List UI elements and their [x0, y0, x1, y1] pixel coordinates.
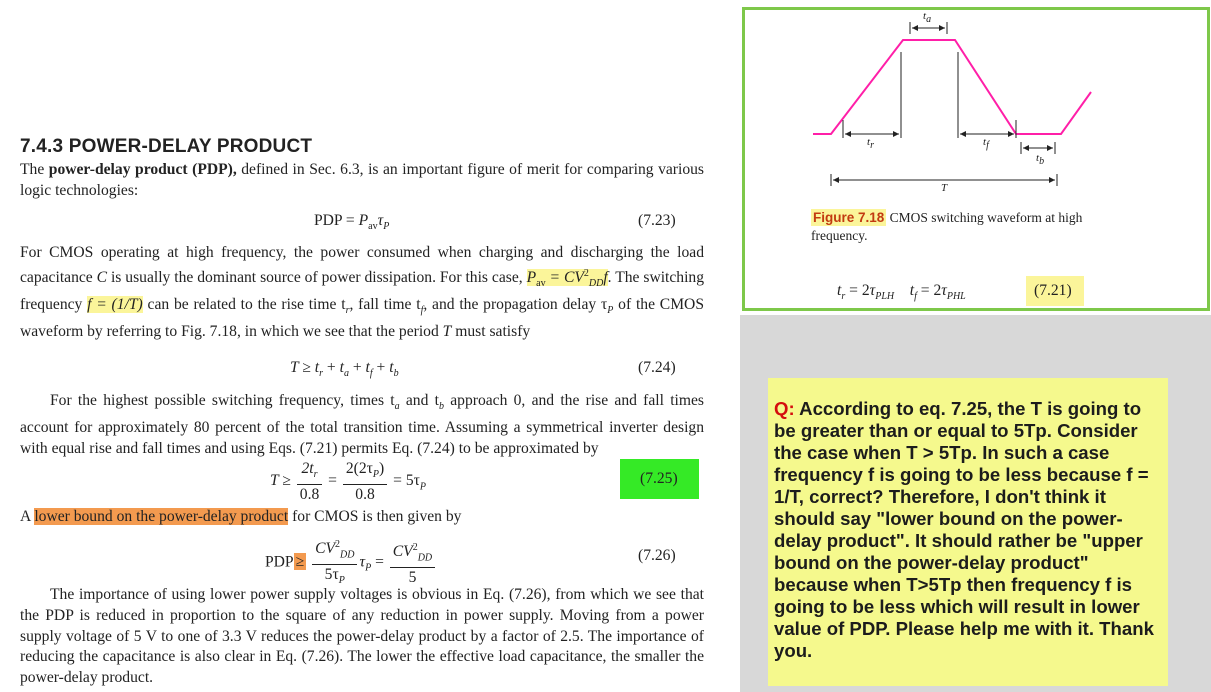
- switching-waveform-diagram: [745, 10, 1207, 308]
- cmos-T: T: [442, 322, 452, 340]
- figure-number: Figure 7.18: [813, 210, 885, 225]
- tau-p-sub: P: [607, 305, 614, 316]
- eq-723-lhs: PDP =: [314, 212, 359, 229]
- equation-7-21: $t_r = 2\tau_{PLH}$ $t_f = 2\tau_{PHL}$: [837, 282, 966, 303]
- intro-paragraph: [20, 160, 704, 202]
- intro-pre: The: [20, 161, 49, 178]
- pav-sub-dd: DD: [588, 278, 604, 290]
- eq-725-frac-1: $\frac{2t_r}{0.8}$: [297, 459, 323, 504]
- cmos-text-4: can be related to the rise time t: [142, 295, 346, 313]
- equation-number-7-25-highlight: [620, 459, 699, 499]
- frequency-highlight: [87, 296, 143, 313]
- highest-frequency-paragraph: [20, 391, 704, 460]
- label-tf: $t_f$: [983, 136, 989, 152]
- pdp-term: power-delay product (PDP),: [48, 161, 237, 178]
- pav-rest: = CV: [545, 268, 584, 286]
- equation-7-24: $T \ge t_r + t_a + t_f + t_b$: [290, 359, 399, 380]
- eq-724-expr: T ≥ t: [290, 359, 320, 376]
- eq-723-p-sub: av: [368, 221, 378, 233]
- cmos-paragraph: [20, 243, 704, 343]
- eq-725-frac-1-den: 0.8: [299, 486, 320, 504]
- eq-725-frac-1-num: 2t: [301, 460, 314, 477]
- lower-bound-highlight: lower bound on the power-delay product: [34, 508, 289, 525]
- eq-725-frac-2-num: 2(2τ: [345, 460, 373, 477]
- equation-number-7-24: (7.24): [638, 359, 676, 376]
- equation-number-7-23: (7.23): [638, 212, 676, 229]
- eq-726-frac-2-num: CV: [392, 543, 413, 561]
- figure-caption: [811, 209, 1101, 245]
- eq-726-ge-highlight: ≥: [295, 553, 305, 571]
- eq-723-tau: τ: [377, 212, 384, 229]
- cmos-c: C: [96, 268, 108, 286]
- equation-7-26: PDP ≥ $\frac{CV^2_{DD}}{5\tau_P}$ $\tau_P$ = $\frac{CV^2_{DD}}{5}$: [265, 535, 437, 590]
- fall-sub: f: [420, 305, 424, 316]
- equation-number-7-25: (7.25): [640, 470, 678, 487]
- lower-bound-paragraph: [20, 507, 704, 528]
- eq-725-frac-2: $\frac{2(2\tau_P)}{0.8}$: [343, 459, 387, 504]
- figure-7-18-box: [742, 7, 1210, 311]
- eq-726-frac-1: $\frac{CV^2_{DD}}{5\tau_P}$: [312, 535, 357, 590]
- label-tr: $t_r$: [867, 136, 874, 152]
- eq-726-frac-2: $\frac{CV^2_{DD}}{5}$: [390, 538, 435, 587]
- label-tb: $t_b$: [1036, 152, 1045, 168]
- figure-caption-text: CMOS switching waveform at high frequency.: [811, 210, 1083, 243]
- eq-726-lhs: PDP: [265, 553, 294, 571]
- cmos-text-3: . The switching frequency: [20, 268, 705, 313]
- cmos-text-8: must satisfy: [451, 322, 531, 340]
- rise-sub: r: [345, 305, 350, 316]
- eq-723-p: P: [358, 212, 369, 229]
- cmos-text-5: , fall time t: [349, 295, 421, 313]
- question-box: [768, 378, 1168, 686]
- eq-721-t: t: [837, 282, 842, 299]
- pav-highlight: [526, 267, 608, 290]
- pav-sub: av: [536, 278, 546, 290]
- highest-text-3: approach 0, and the rise and fall times account for approximately 80 percent of the total transition time. Assuming a symmetrical inverter design with equal rise and fall times and using Eqs. (7.21) permits Eq. (7.24) to be approximated by: [20, 392, 705, 457]
- cmos-text-7: of the CMOS waveform by referring to Fig. 7.18, in which we see that the period: [20, 295, 704, 340]
- eq-726-frac-1-den: 5τ: [324, 566, 339, 584]
- pav-sup: 2: [583, 267, 589, 279]
- switching-waveform-line: [813, 40, 1091, 134]
- eq-723-tau-sub: P: [383, 221, 390, 233]
- pav-f: f: [603, 268, 608, 286]
- equation-7-23: [314, 212, 389, 232]
- eq-725-lhs: T ≥: [270, 472, 291, 490]
- highest-text-2: and t: [399, 392, 439, 409]
- intro-post: defined in Sec. 6.3, is an important figure of merit for comparing various logic technologies:: [20, 161, 704, 199]
- waveform-arrowheads: [833, 25, 1055, 183]
- eq-725-rhs: = 5τ: [393, 472, 420, 490]
- equation-number-7-21-highlight: [1026, 276, 1084, 306]
- lower-pre: A: [20, 508, 35, 525]
- ta-sub: a: [394, 401, 400, 413]
- equation-number-7-21: (7.21): [1034, 282, 1072, 299]
- eq-726-frac-1-num: CV: [315, 540, 336, 558]
- importance-paragraph: The importance of using lower power supply voltages is obvious in Eq. (7.26), from which we see that the PDP is reduced in proportion to the square of any reduction in power supply. Moving from a power supply voltage of 5 V to one of 3.3 V reduces the power-delay product by a factor of 2.5. The importance of reducing the capacitance is also clear in Eq. (7.26). The lower the effective load capacitance, the smaller the power-delay product.: [20, 586, 704, 687]
- label-period-T: T: [941, 182, 948, 194]
- equation-number-7-26: (7.26): [638, 547, 676, 564]
- eq-726-frac-2-den: 5: [408, 569, 417, 587]
- question-text: According to eq. 7.25, the T is going to be greater than or equal to 5Tp. Consider the case when T > 5Tp. In such a case frequency f is going to be less because f = 1/T, correct? Therefore, I don't think it should say "lower bound on the power-delay product". It should rather be "upper bound on the power-delay product" because when T>5Tp then frequency f is going to be less which will result in lower value of PDP. Please help me with it. Thank you.: [774, 398, 1154, 661]
- cmos-text-6: , and the propagation delay τ: [423, 295, 608, 313]
- lower-post: for CMOS is then given by: [288, 508, 462, 525]
- equation-7-25: T ≥ $\frac{2t_r}{0.8}$ = $\frac{2(2\tau_P)}{0.8}$ = $5\tau_P$: [270, 460, 427, 504]
- pav-p: P: [526, 268, 537, 286]
- eq-725-frac-2-den: 0.8: [355, 486, 375, 504]
- cmos-text-1: For CMOS operating at high frequency, the power consumed when charging and discharging the load capacitance: [20, 244, 704, 286]
- label-ta: $t_a$: [923, 10, 932, 26]
- frequency-expr: f = (1/T): [87, 295, 143, 313]
- question-text-block: [774, 398, 1166, 662]
- highest-text-1: For the highest possible switching frequency, times t: [50, 392, 395, 409]
- section-title: 7.4.3 POWER-DELAY PRODUCT: [20, 136, 313, 157]
- waveform-markers: [831, 22, 1057, 186]
- question-label: Q:: [774, 398, 795, 419]
- cmos-text-2: is usually the dominant source of power dissipation. For this case,: [107, 268, 527, 286]
- tb-sub: b: [438, 401, 444, 413]
